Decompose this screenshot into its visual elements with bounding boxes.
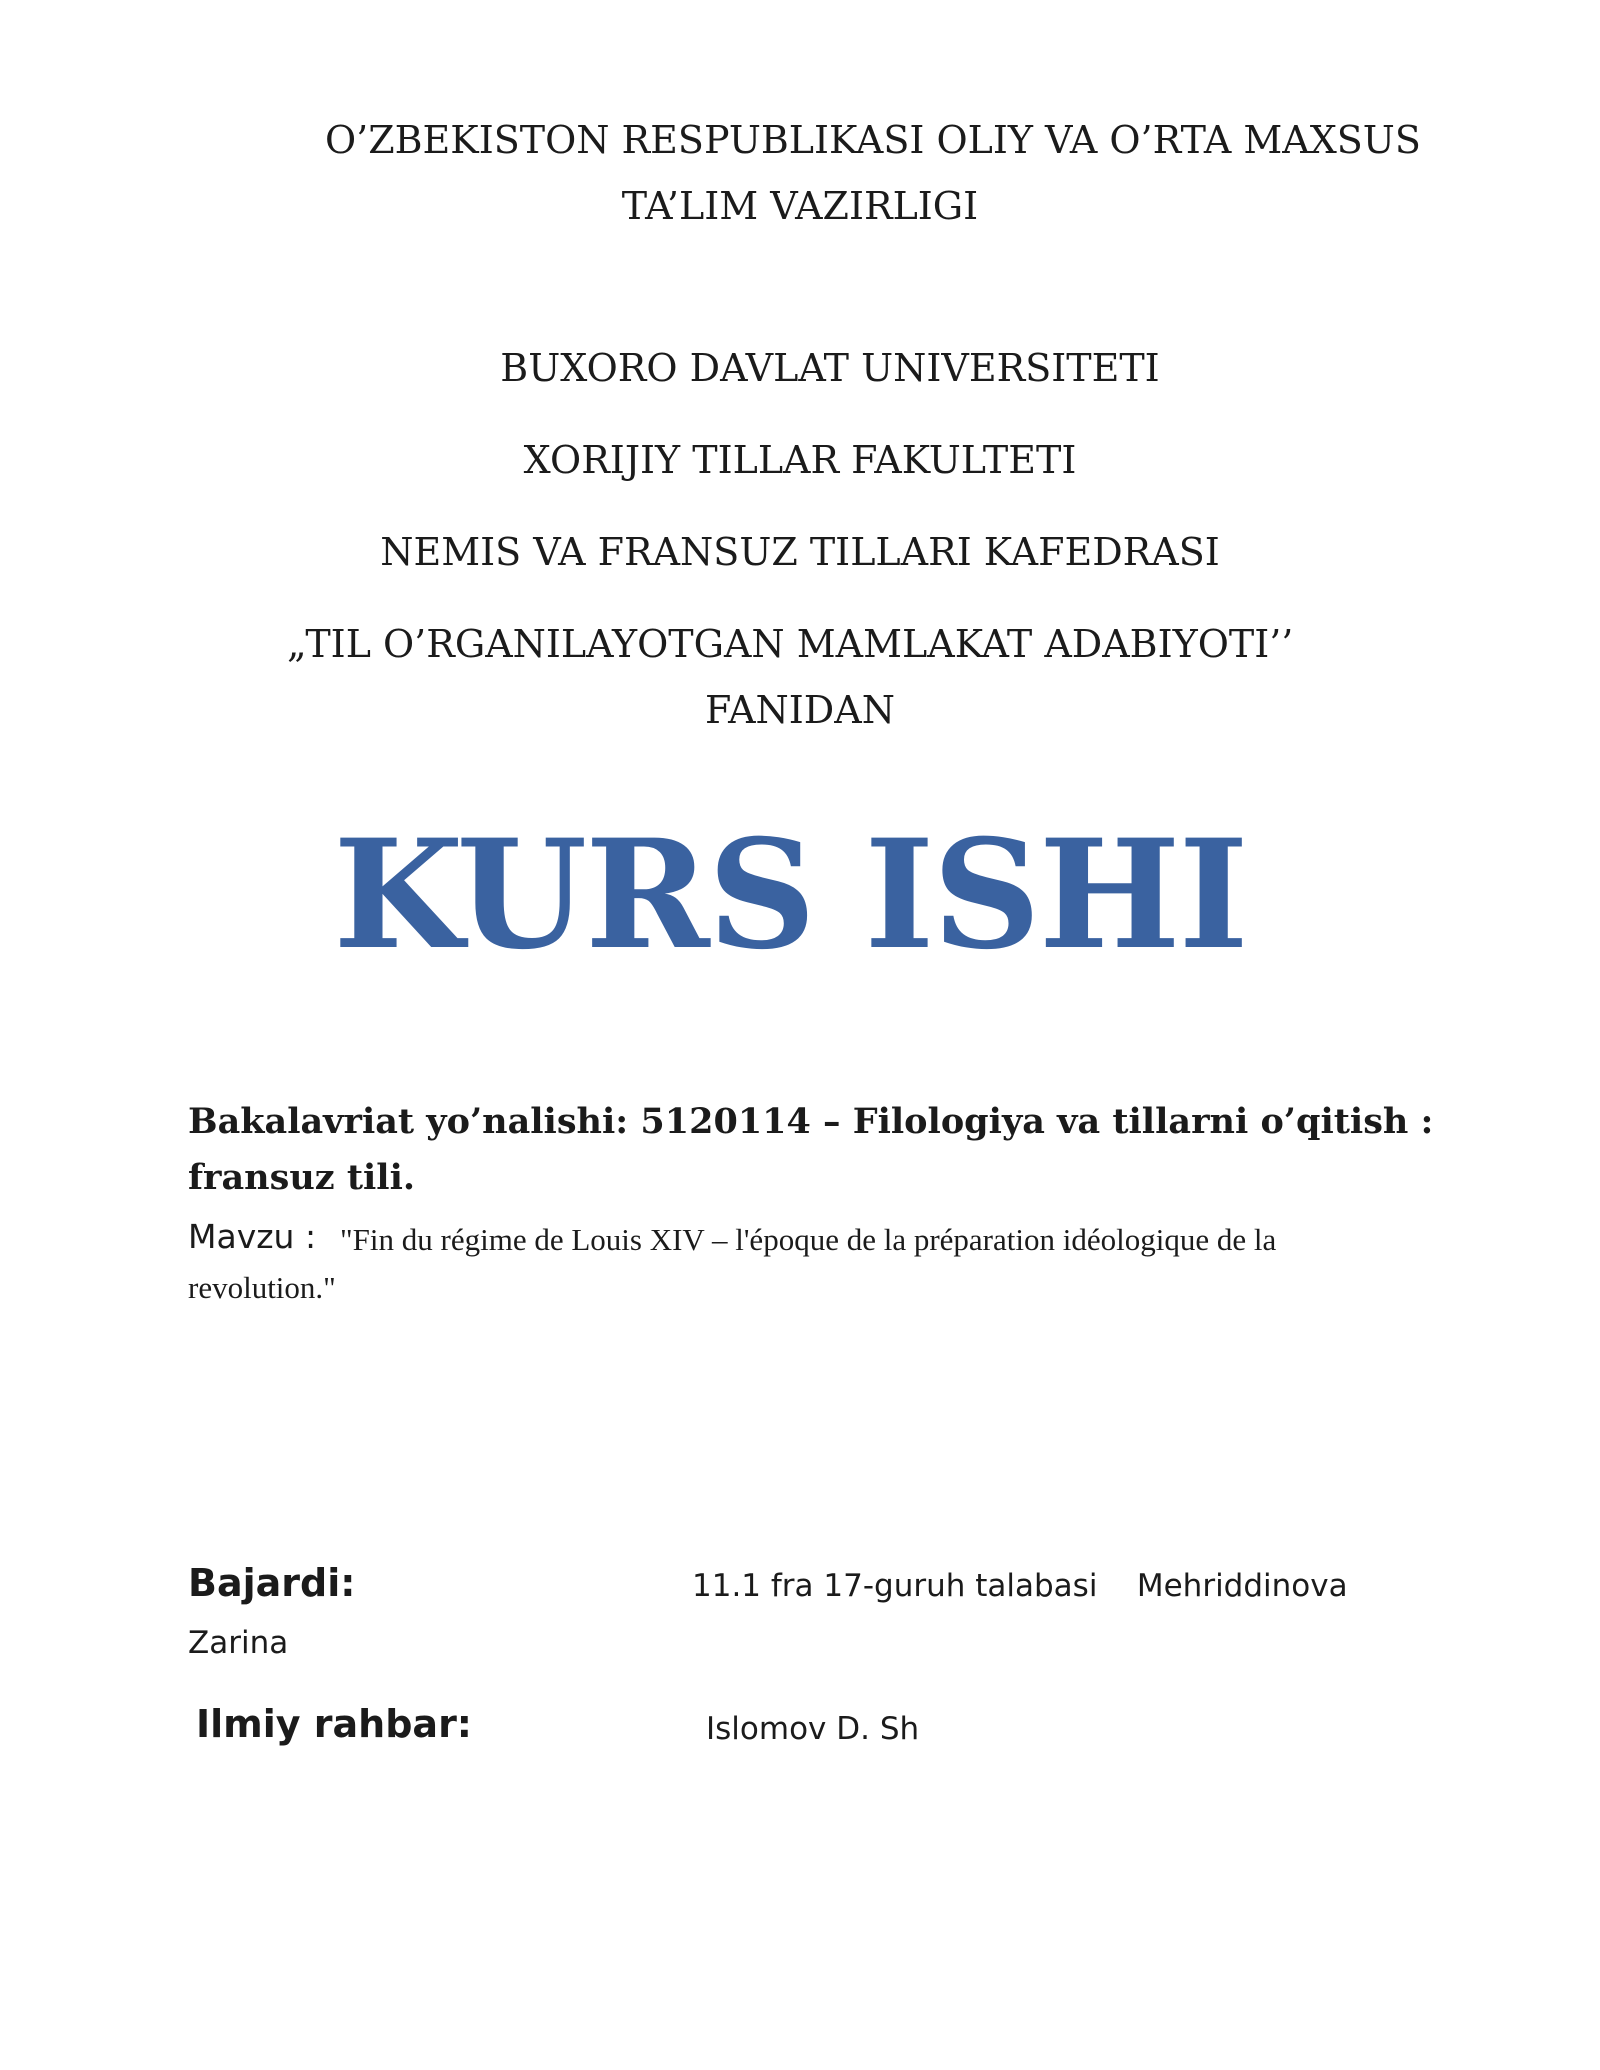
bajardi-value-line-2: Zarina xyxy=(188,1625,289,1661)
mavzu-label: Mavzu : xyxy=(188,1217,317,1256)
mavzu-text-line-2: revolution." xyxy=(188,1270,336,1305)
bakalavriat-line-1: Bakalavriat yo’nalishi: 5120114 – Filologiya va tillarni o’qitish : xyxy=(188,1101,1434,1142)
rahbar-label: Ilmiy rahbar: xyxy=(196,1702,473,1746)
mavzu-text-line-1: "Fin du régime de Louis XIV – l'époque de la préparation idéologique de la xyxy=(340,1222,1277,1257)
bajardi-label: Bajardi: xyxy=(188,1561,356,1605)
department-name: NEMIS VA FRANSUZ TILLARI KAFEDRASI xyxy=(380,530,1220,574)
ministry-line-2: TA’LIM VAZIRLIGI xyxy=(621,184,979,228)
bakalavriat-line-2: fransuz tili. xyxy=(188,1157,416,1198)
ministry-line-1: O’ZBEKISTON RESPUBLIKASI OLIY VA O’RTA MAXSUS xyxy=(325,118,1421,162)
subject-line-2: FANIDAN xyxy=(705,688,895,732)
university-name: BUXORO DAVLAT UNIVERSITETI xyxy=(500,346,1160,390)
bajardi-value: 11.1 fra 17-guruh talabasi Mehriddinova xyxy=(692,1568,1348,1604)
faculty-name: XORIJIY TILLAR FAKULTETI xyxy=(523,438,1077,482)
rahbar-value: Islomov D. Sh xyxy=(706,1711,920,1747)
page-title: KURS ISHI xyxy=(333,807,1247,983)
subject-line-1: „TIL O’RGANILAYOTGAN MAMLAKAT ADABIYOTI’’ xyxy=(287,622,1294,666)
